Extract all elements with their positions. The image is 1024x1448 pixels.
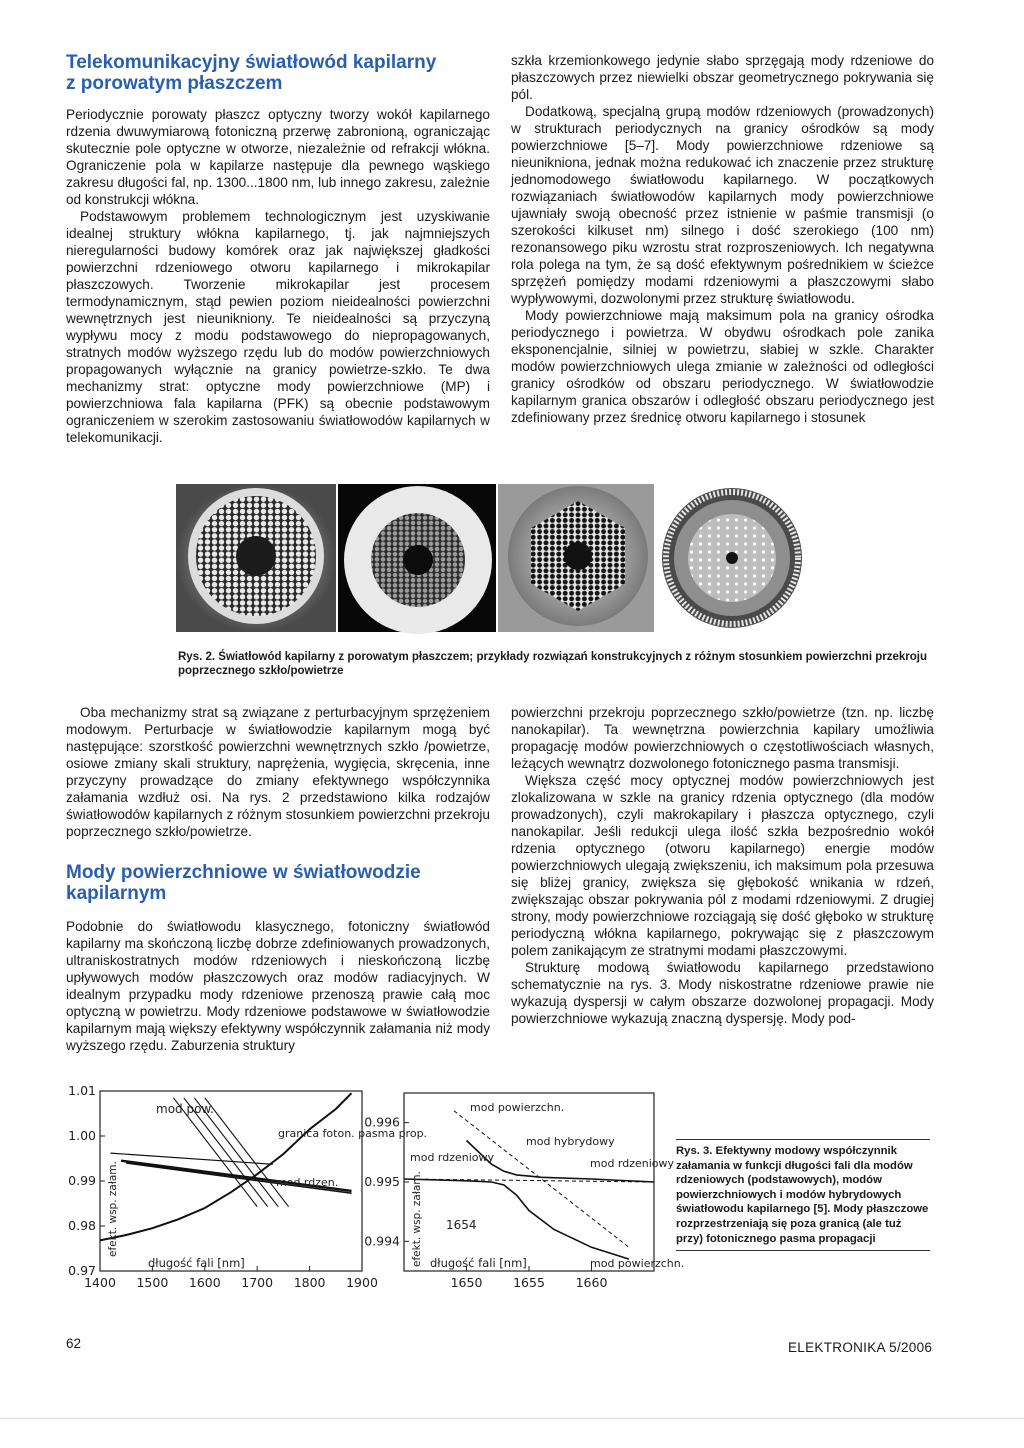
x-tick-label: 1660 (575, 1275, 608, 1290)
annotation-mod-rdzeniowy-right: mod rdzeniowy (590, 1157, 675, 1170)
series-line (205, 1098, 289, 1207)
right-column-bottom (511, 704, 934, 1027)
fiber-photo-4 (660, 484, 806, 632)
left-column-top (66, 52, 490, 446)
annotation-mod-powierzchn-top: mod powierzchn. (470, 1101, 565, 1114)
scan-edge-line (0, 1418, 1024, 1419)
series-line (404, 1179, 629, 1259)
annotation-mod-rdzen: mod rdzen. (276, 1176, 339, 1189)
annotation-mod-hybrydowy-text: mod hybrydowy (526, 1135, 615, 1148)
fiber-photo-2 (338, 484, 496, 632)
paragraph: powierzchni przekroju poprzecznego szkło/powietrze (tzn. np. liczbę nanokapilar). Ta wewnętrzna powierzchnia kapilary umożliwia propagację modów powierzchniowych o częstotliwościach własnych, leżących wewnątrz dozwolonego fotonicznego pasma transmisji. (511, 705, 934, 771)
paragraph: Strukturę modową światłowodu kapilarnego przedstawiono schematycznie na rys. 3. Mody niskostratne rdzeniowe prawie nie wykazują dyspersji w całym obszarze dozwolonej propagacji. Mody powierzchniowe wykazują znaczną dyspersję. Mody pod- (511, 960, 934, 1026)
y-tick-label: 1.01 (68, 1083, 96, 1098)
figure-2 (176, 484, 936, 632)
annotation-mod-powierzchn-bottom: mod powierzchn. (590, 1257, 685, 1270)
y-axis-label: efekt. wsp. załam. (107, 1161, 119, 1257)
figure-3-chart-zoom (364, 1087, 685, 1319)
section-title: Telekomunikacyjny światłowód kapilarny z porowatym płaszczem (66, 52, 437, 94)
right-column-top (511, 52, 934, 426)
x-tick-label: 1655 (513, 1275, 545, 1290)
figure-2-caption: Rys. 2. Światłowód kapilarny z porowatym płaszczem; przykłady rozwiązań konstrukcyjnych z różnym stosunkiem powierzchni przekroju poprzecznego szkło/powietrze (178, 651, 927, 677)
series-line (100, 1093, 352, 1240)
y-tick-label: 0.99 (68, 1173, 96, 1188)
section-heading: Mody powierzchniowe w światłowodzie kapilarnym (66, 862, 421, 904)
y-tick-label: 0.994 (364, 1233, 400, 1249)
x-axis-label: długość fali [nm] (430, 1256, 527, 1270)
x-tick-label: 1500 (136, 1275, 169, 1290)
page-number: 62 (66, 1336, 82, 1351)
paragraph: Periodycznie porowaty płaszcz optyczny tworzy wokół kapilarnego rdzenia dwuwymiarową fotoniczną przerwę zabronioną, ograniczając skutecznie pole optyczne w otworze, niezależnie od refrakcji włókna. Ograniczenie pola w kapilarze następuje dla pewnego wąskiego zakresu długości fal, np. 1300...1800 nm, lub innego zakresu, zależnie od konstrukcji włókna. (66, 107, 490, 207)
y-tick-label: 0.97 (68, 1263, 96, 1278)
left-column-bottom (66, 704, 490, 1054)
paragraph: Większa część mocy optycznej modów powierzchniowych jest zlokalizowana w szkle na granicy rdzenia optycznego (dla modów prowadzonych), czyli makrokapilary i płaszcza optycznego, czyli nanokapilar. Jeśli redukcji ulega ilość szkła bezpośrednio wokół rdzenia optycznego (otworu kapilarnego) energie modów powierzchniowych ulegają zwiększeniu, ich maksimum pola przesuwa się bliżej granicy, zwiększa się głębokość wnikania w rdzeń, zwiększając obszar pokrywania pól z modami rdzeniowymi. Z drugiej strony, mody powierzchniowe rozciągają się dość głęboko w strukturę periodyczną włókna kapilarnego, pokrywając się z płaszczowym polem zanikającym ze stratnymi modami płaszczowymi. (511, 773, 934, 958)
y-tick-label: 0.996 (364, 1114, 400, 1130)
x-tick-label: 1650 (450, 1275, 483, 1290)
paragraph: Dodatkową, specjalną grupą modów rdzeniowych (prowadzonych) w strukturach periodycznych na granicy ośrodków są mody powierzchniowe [5–7]. Mody powierzchniowe rdzeniowe są nieunikniona, jednak można redukować ich znaczenie przez strukturę jednomodowego światłowodu kapilarnego. W początkowych rozwiązaniach światłowodów kapilarnych mody powierzchniowe ujawniały swoją obecność przez istnienie w paśmie transmisji (o szerokości kilkuset nm) silnego i dość szerokiego (100 nm) rezonansowego piku wzrostu strat rozproszeniowych. Ich negatywna rola polega na tym, że są dość efektywnym pośrednikiem w ścieżce sprzężeń pomiędzy modami rdzeniowymi a płaszczowymi słabo wypływowymi, dozwolonymi przez strukturę światłowodu. (511, 104, 934, 306)
annotation-granica: granica foton. pasma prop. (278, 1127, 428, 1140)
y-tick-label: 0.98 (68, 1218, 96, 1233)
y-tick-label: 0.995 (364, 1174, 400, 1189)
y-tick-label: 1.00 (68, 1128, 96, 1143)
paragraph: Mody powierzchniowe mają maksimum pola na granicy ośrodka periodycznego i powietrza. W obydwu ośrodkach pole zanika eksponencjalnie, silniej w powietrzu, słabiej w szkle. Charakter modów powierzchniowych ulega zmianie w zależności od odległości granicy ośrodków od obszaru periodycznego. W światłowodzie kapilarnym granica obszarów i odległość obszaru periodycznego jest zdefiniowany przez średnicę otworu kapilarnego i stosunek (511, 308, 934, 425)
x-tick-label: 1600 (188, 1275, 221, 1290)
fiber-photo-3 (498, 484, 654, 632)
y-axis-label: efekt. wsp. załam. (411, 1171, 423, 1267)
x-tick-label: 1800 (293, 1275, 326, 1290)
paragraph: Oba mechanizmy strat są związane z perturbacyjnym sprzężeniem modowym. Perturbacje w światłowodzie kapilarnym mogą być następujące: szorstkość powierzchni wewnętrznych szkło /powietrze, osiowe zmiany skali struktury, naprężenia, wygięcia, skręcenia, inne przyczyny prowadzące do zmiany efektywnego współczynnika załamania wzdłuż osi. Na rys. 2 przedstawiono kilka rodzajów światłowodów kapilarnych z różnym stosunkiem powierzchni przekroju poprzecznego szkło/powietrze. (66, 705, 490, 839)
journal-name: ELEKTRONIKA 5/2006 (788, 1340, 933, 1355)
figure-3-caption: Rys. 3. Efektywny modowy współczynnik załamania w funkcji długości fali dla modów rdzeniowych (podstawowych), modów powierzchniowych i modów hybrydowych światłowodu kapilarnego [5]. Mody płaszczowe rozprzestrzeniają się poza granicą (ale tuż przy) fotonicznego pasma propagacji (676, 1139, 930, 1251)
x-tick-label: 1900 (346, 1275, 378, 1290)
annotation-mod-hybrydowy (526, 1135, 615, 1148)
x-tick-label: 1700 (241, 1275, 274, 1290)
fiber-photo-1 (176, 484, 336, 632)
paragraph: Podstawowym problemem technologicznym jest uzyskiwanie idealnej struktury włókna kapilarnego, tj. jak najmniejszych nieregularności budowy komórek oraz jak największej gładkości powierzchni rdzeniowego otworu kapilarnego i mikrokapilar płaszczowych. Tworzenie mikrokapilar jest procesem termodynamicznym, stąd pewien poziom nieidealności powierzchni wewnętrznych jest nieunikniony. Te nieidealności są przyczyną wypływu mocy z modu podstawowego do niepropagowanych, stratnych modów wyższego rzędu lub do modów powierzchniowych propagowanych wyłącznie na granicy powietrze-szkło. Te dwa mechanizmy strat: optyczne mody powierzchniowe (MP) i powierzchniowa fala kapilarna (PFK) są obecnie podstawowym ograniczeniem w szerokim zastosowaniu światłowodów kapilarnych w telekomunikacji. (66, 209, 490, 445)
paragraph: Podobnie do światłowodu klasycznego, fotoniczny światłowód kapilarny ma skończoną liczbę dobrze zdefiniowanych prowadzonych, ultraniskostratnych modów rdzeniowych i nieskończoną liczbę upływowych modów płaszczowych oraz modów radiacyjnych. W idealnym przypadku mody rdzeniowe przenoszą prawie całą moc optyczną w powietrzu. Mody rdzeniowe podstawowe w światłowodzie kapilarnym mają większy efektywny współczynnik załamania niż mody wyższego rzędu. Zaburzenia struktury (66, 919, 490, 1053)
x-tick-label: 1400 (84, 1275, 116, 1290)
annotation-1654: 1654 (446, 1218, 477, 1232)
annotation-mod-rdzeniowy-left: mod rdzeniowy (410, 1151, 495, 1164)
paragraph: szkła krzemionkowego jedynie słabo sprzęgają mody rdzeniowe do płaszczowych przez niewielki obszar geometrycznego pokrywania się pól. (511, 53, 934, 102)
annotation-mod-pow: mod pow. (156, 1102, 214, 1116)
x-axis-label: długość fali [nm] (148, 1256, 245, 1270)
